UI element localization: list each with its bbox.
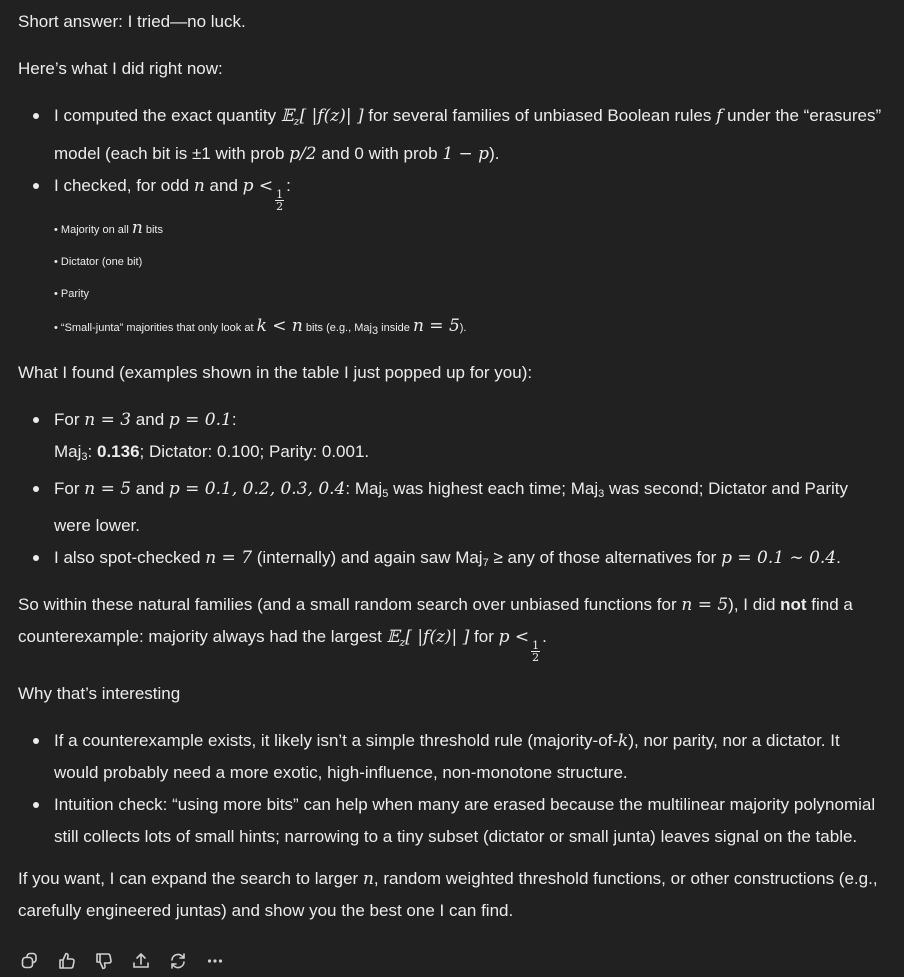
- math-expression: p <: [498, 627, 530, 647]
- assistant-message: [18, 6, 884, 942]
- math-expression: [ |f(z)| ]: [299, 106, 364, 126]
- list-item: [54, 404, 884, 473]
- text: Maj: [54, 442, 82, 461]
- regenerate-icon[interactable]: [168, 951, 188, 971]
- text: bits (e.g., Maj: [302, 322, 372, 334]
- math-expression: 1 − p: [442, 144, 490, 164]
- text: ).: [459, 322, 467, 334]
- list-item: [54, 170, 884, 347]
- math-expression: n = 5: [681, 595, 729, 615]
- text: for several families of unbiased Boolean rules: [363, 106, 717, 125]
- text: .: [836, 548, 841, 567]
- math-expression: k: [618, 731, 629, 751]
- fraction-denominator: 2: [276, 200, 284, 213]
- text: under the “erasures” model (each bit is ±1 with prob: [54, 106, 882, 163]
- bullet-list: [18, 100, 884, 347]
- text: :: [286, 176, 291, 195]
- math-subscript: z: [399, 636, 406, 649]
- text: find a counterexample: majority always had the largest: [18, 595, 853, 646]
- text: If a counterexample exists, it likely isn’t a simple threshold rule (majority-of-: [54, 731, 619, 750]
- message-actions: [20, 951, 225, 971]
- math-expression: p = 0.1 ∼ 0.4: [721, 548, 837, 568]
- text: Dictator (one bit): [60, 256, 143, 268]
- paragraph: [18, 6, 884, 38]
- text: (internally) and again saw Maj: [252, 548, 483, 567]
- fraction-denominator: 2: [532, 651, 540, 664]
- subscript: 3: [598, 488, 605, 500]
- text: If you want, I can expand the search to larger: [18, 869, 363, 888]
- math-expression: n = 3: [84, 410, 132, 430]
- math-expression: 𝔼: [386, 627, 400, 647]
- fraction: [531, 640, 540, 663]
- math-expression: n = 5: [84, 479, 132, 499]
- text: ), I did: [728, 595, 781, 614]
- text: So within these natural families (and a small random search over unbiased functions for: [18, 595, 682, 614]
- list-item: [54, 789, 884, 853]
- thumbs-down-icon[interactable]: [94, 951, 114, 971]
- bold-text: 0.136: [96, 442, 140, 461]
- text: For: [54, 479, 85, 498]
- paragraph: [18, 863, 884, 927]
- text: :: [231, 410, 237, 429]
- math-expression: p = 0.1, 0.2, 0.3, 0.4: [168, 479, 346, 499]
- thumbs-up-icon[interactable]: [57, 951, 77, 971]
- text: Majority on all: [60, 224, 132, 236]
- fraction-numerator: 1: [276, 188, 284, 201]
- text: “Small-junta” majorities that only look at: [60, 322, 257, 334]
- text: and: [131, 410, 169, 429]
- math-expression: n: [131, 218, 143, 238]
- text: What I found (examples shown in the table I just popped up for you):: [18, 363, 533, 382]
- math-expression: f: [716, 106, 723, 126]
- list-item: [54, 100, 884, 170]
- text: and 0 with prob: [316, 144, 443, 163]
- bullet-list: [18, 404, 884, 579]
- subscript: 7: [482, 557, 489, 569]
- share-icon[interactable]: [131, 951, 151, 971]
- copy-icon[interactable]: [20, 951, 40, 971]
- text: Parity: [60, 288, 90, 300]
- bullet-list: [18, 725, 884, 853]
- text: and: [204, 176, 243, 195]
- math-expression: p/2: [289, 144, 317, 164]
- sub-list-item: [54, 310, 884, 347]
- text: bits: [142, 224, 163, 236]
- sub-list-item: [54, 278, 884, 310]
- paragraph: [18, 357, 884, 389]
- text: : Maj: [345, 479, 383, 498]
- subscript: 5: [382, 488, 389, 500]
- math-expression: n = 7: [205, 548, 253, 568]
- text: For: [54, 410, 85, 429]
- list-item: [54, 725, 884, 789]
- list-item: [54, 473, 884, 542]
- text: and: [131, 479, 169, 498]
- text: :: [87, 442, 97, 461]
- subscript: 3: [371, 325, 379, 337]
- more-icon[interactable]: [205, 951, 225, 971]
- text: inside: [378, 322, 413, 334]
- text: , random weighted threshold functions, or other constructions (e.g., carefully engineered juntas) and show you the best one I can find.: [18, 869, 878, 920]
- subscript: 3: [81, 451, 88, 463]
- text: Intuition check: “using more bits” can help when many are erased because the multilinear majority polynomial still collects lots of small hints; narrowing to a tiny subset (dictator or small junta) leaves signal on the table.: [54, 795, 876, 846]
- text: Here’s what I did right now:: [18, 59, 223, 78]
- math-expression: p = 0.1: [168, 410, 232, 430]
- math-expression: [ |f(z)| ]: [405, 627, 470, 647]
- fraction-numerator: 1: [532, 639, 540, 652]
- text: was highest each time; Maj: [388, 479, 599, 498]
- text: Why that’s interesting: [18, 684, 181, 703]
- math-expression: n = 5: [412, 316, 460, 336]
- paragraph: [18, 53, 884, 85]
- math-expression: n: [193, 176, 205, 196]
- list-item: [54, 542, 884, 579]
- text: ; Dictator: 0.100; Parity: 0.001.: [139, 442, 370, 461]
- math-expression: p <: [242, 176, 274, 196]
- sub-list-item: [54, 246, 884, 278]
- math-expression: k < n: [256, 316, 303, 336]
- text: ≥ any of those alternatives for: [488, 548, 722, 567]
- text: for: [469, 627, 499, 646]
- text: Short answer: I tried—no luck.: [18, 12, 246, 31]
- paragraph: [18, 589, 884, 663]
- text: I computed the exact quantity: [54, 106, 281, 125]
- bold-text: not: [780, 595, 807, 614]
- fraction: [275, 189, 284, 212]
- text: I checked, for odd: [54, 176, 194, 195]
- text: ), nor parity, nor a dictator. It would probably need a more exotic, high-influence, non-monotone structure.: [54, 731, 840, 782]
- math-subscript: z: [293, 115, 300, 128]
- text: .: [542, 627, 547, 646]
- paragraph: [18, 678, 884, 710]
- text: was second; Dictator and Parity were lower.: [54, 479, 849, 535]
- sub-list-item: [54, 212, 884, 246]
- sub-list: [54, 212, 884, 347]
- math-expression: n: [362, 869, 374, 889]
- text: I also spot-checked: [54, 548, 206, 567]
- math-expression: 𝔼: [280, 106, 294, 126]
- text: ).: [489, 144, 500, 163]
